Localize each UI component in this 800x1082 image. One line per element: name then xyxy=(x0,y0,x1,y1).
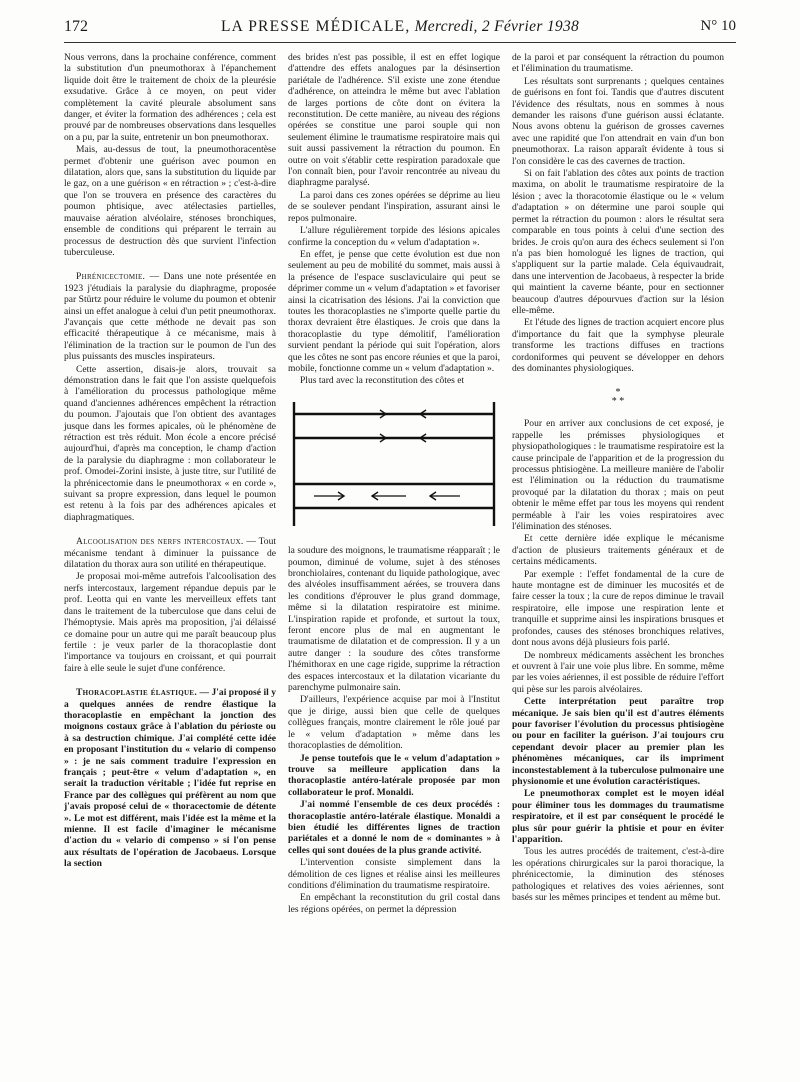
paragraph: Je pense toutefois que le « velum d'adaptation » trouve sa meilleure application dans la thoracoplastie antéro-latérale proposée par mon collaborateur le prof. Monaldi. xyxy=(288,752,500,798)
traction-diagram xyxy=(288,394,500,534)
run-in-heading: Alcoolisation des nerfs intercostaux. xyxy=(76,536,244,548)
issue-date: Mercredi, 2 Février 1938 xyxy=(414,18,580,35)
run-in-heading: Phrénicectomie. xyxy=(76,271,146,283)
paragraph-text: — Tout mécanisme tendant à diminuer la puissance de dilatation du thorax aura son utilité en thérapeutique. xyxy=(64,536,276,571)
paragraph xyxy=(64,687,276,870)
run-in-heading: Thoracoplastie élastique. xyxy=(76,687,198,699)
spacer xyxy=(64,524,276,536)
spacer xyxy=(64,259,276,271)
paragraph: Les résultats sont surprenants ; quelques centaines de guérisons en font foi. Tandis que d'autres discutent l'évidence des résultats, nous en sommes à nous demander les raisons d'une guérison aussi éclatante. Nous avons obtenu la guérison de grosses cavernes avec une rapidité que l'on attendrait en vain d'un bon pneumothorax. La raison apparaît évidente à tous si l'on considère le cas des cavernes de traction. xyxy=(512,75,724,167)
paragraph: Pour en arriver aux conclusions de cet exposé, je rappelle les prémisses physiologiques et physiopathologiques : le traumatisme respiratoire est la cause principale de l'apparition et de la progression du processus phtisiogène. La meilleure manière de l'abolir est l'élimination ou la réduction du traumatisme provoqué par la dilatation du thorax ; mais on peut obtenir le même effet par tous les moyens qui rendent perméable à l'air les voies respiratoires avec l'élimination des sténoses. xyxy=(512,418,724,533)
paragraph: Nous verrons, dans la prochaine conférence, comment la substitution d'un pneumothorax à l'épanchement liquide doit être le traitement de choix de la pleurésie exsudative. Grâce à ce moyen, on peut vider complètement la cavité pleurale absolument sans danger, et éviter la formation des adhérences ; cela est prouvé par de nombreuses observations dans lesquelles on a pu, par la suite, entretenir un bon pneumothorax. xyxy=(64,52,276,143)
paragraph: Mais, au-dessus de tout, la pneumothoracentèse permet d'obtenir une guérison avec poumon en dilatation, alors que, sans la substitution du liquide par le gaz, on a une guérison « en rétraction » ; c'est-à-dire que l'on se trouvera en présence des caractères du poumon phtisique, avec atélectasies partielles, mauvaise aération alvéolaire, sténoses bronchiques, ensemble de conditions qui préparent le terrain au processus de destruction dès que survient l'infection tuberculeuse. xyxy=(64,144,276,258)
paragraph: Plus tard avec la reconstitution des côtes et xyxy=(300,375,465,387)
paragraph: Cette assertion, disais-je alors, trouvait sa démonstration dans le fait que l'on assiste quelquefois à l'amélioration du processus pathologique même quand d'anciennes adhérences empêchent la rétraction du poumon. J'ajoutais que l'on obtient des avantages jusque dans les formes apicales, où le phénomène de rétraction est très réduit. Mon école a encore précisé aujourd'hui, d'après ma conception, le champ d'action de la paralysie du diaphragme : mon collaborateur le prof. Omodei-Zorini insiste, à juste titre, sur l'utilité de la phrénicectomie dans le pneumothorax « en corde », suivant sa propre expression, dans lequel le poumon est retenu à la fois par des adhérences apicales et diaphragmatiques. xyxy=(64,363,276,523)
paragraph xyxy=(64,536,276,570)
paragraph: Tous les autres procédés de traitement, c'est-à-dire les opérations chirurgicales sur la paroi thoracique, la phrénicectomie, la diminution des sténoses pathologiques et relatives des voies aériennes, sont basés sur les mêmes principes et tendent au même but. xyxy=(512,846,724,904)
paragraph: des brides n'est pas possible, il est en effet logique d'attendre des effets analogues par la désinsertion pariétale de l'adhérence. S'il existe une zone étendue d'adhérence, on atteindra le même but avec l'ablation de larges portions de côte dont on évitera la reconstitution. De cette manière, au niveau des régions opérées se constitue une paroi souple qui non seulement élimine le traumatisme respiratoire mais qui suit aussi passivement la rétraction du poumon. En outre on voit s'établir cette respiration paradoxale que l'on connaît bien, pour l'avoir rencontrée au niveau du diaphragme paralysé. xyxy=(288,52,500,189)
paragraph: Par exemple : l'effet fondamental de la cure de haute montagne est de diminuer les mucosités et de faire cesser la toux ; la cure de repos diminue le travail respiratoire, elle impose une respiration lente et tranquille et supprime ainsi les inspirations brusques et profondes, causes des sténoses bronchiques relatives, dont nous avons déjà plusieurs fois parlé. xyxy=(512,568,724,649)
paragraph: Et l'étude des lignes de traction acquiert encore plus d'importance du fait que la symphyse pleurale transforme les tractions diffuses en tractions cordoniformes qui peuvent se développer en dehors des dominantes physiologiques. xyxy=(512,317,724,374)
header-rule xyxy=(64,42,736,43)
paragraph: Si on fait l'ablation des côtes aux points de traction maxima, on abolit le traumatisme respiratoire de la lésion ; avec la thoracotomie élastique ou le « velum d'adaptation » on détermine une paroi souple qui permet la rétraction du poumon : alors le résultat sera comparable en tous points à celui d'une section des brides. Je crois qu'on aura des échecs seulement si l'on n'a pas bien homologué les lignes de traction, qui s'appliquent sur la partie malade. Cela équivaudrait, dans une intervention de Jacobaeus, à respecter la bride qui maintient la caverne béante, pour en sectionner beaucoup d'autres dépourvues d'action sur la lésion elle-même. xyxy=(512,168,724,316)
paragraph: La paroi dans ces zones opérées se déprime au lieu de se soulever pendant l'inspiration, assurant ainsi le repos pulmonaire. xyxy=(288,189,500,224)
page-number: 172 xyxy=(64,18,88,35)
issue-number: N° 10 xyxy=(700,18,736,34)
paragraph: L'allure régulièrement torpide des lésions apicales confirme la conception du « velum d'adaptation ». xyxy=(288,225,500,248)
paragraph: D'ailleurs, l'expérience acquise par moi à l'Institut que je dirige, aussi bien que celle de quelques collègues français, montre clairement le rôle joué par le « velum d'adaptation » même dans les thoracoplasties de démolition. xyxy=(288,694,500,752)
asterism-top: * xyxy=(615,387,621,399)
paragraph: Et cette dernière idée explique le mécanisme d'action de plusieurs traitements généraux et de certains médicaments. xyxy=(512,533,724,568)
paragraph: Je proposai moi-même autrefois l'alcoolisation des nerfs intercostaux, largement répandue depuis par le prof. Leotta qui en vante les merveilleux effets tant dans le traitement de la tuberculose que dans celui de l'hémoptysie. Mais après ma proposition, j'ai délaissé ce domaine pour un autre qui me paraît beaucoup plus fertile : je veux parler de la thoracoplastie dont l'importance va toujours en croissant, et qui pourrait faire à elle seule le sujet d'une conférence. xyxy=(64,571,276,674)
paragraph: la soudure des moignons, le traumatisme réapparaît ; le poumon, diminué de volume, sujet à des sténoses bronchiolaires, contenant du liquide pathologique, avec des alvéoles insuffisamment aérées, se trouvera dans les conditions d'éprouver le plus grand dommage, même si la dilatation respiratoire est minime. L'inspiration rapide et profonde, et surtout la toux, feront encore plus de mal en augmentant le traumatisme de dilatation et de compression. Il y a un autre danger : la soudure des côtes transforme l'hémithorax en une cage rigide, supprime la rétraction des espaces intercostaux et la dilatation vicariante du parenchyme pulmonaire sain. xyxy=(288,545,500,694)
section-separator xyxy=(512,388,724,406)
paragraph: L'intervention consiste simplement dans la démolition de ces lignes et réalise ainsi les meilleures conditions d'élimination du traumatisme respiratoire. xyxy=(288,857,500,891)
paragraph: Le pneumothorax complet est le moyen idéal pour éliminer tous les dommages du traumatisme respiratoire, et il est par conséquent le procédé le plus sûr pour guérir la phtisie et pour en éviter l'apparition. xyxy=(512,788,724,845)
spacer xyxy=(64,675,276,687)
paragraph: J'ai nommé l'ensemble de ces deux procédés : thoracoplastie antéro-latérale élastique. Monaldi a bien étudié les différentes lignes de traction pariétales et a donné le nom de « dominantes » à celles qui sont douées de la plus grande activité. xyxy=(288,799,500,856)
paragraph: En effet, je pense que cette évolution est due non seulement au peu de mobilité du sommet, mais aussi à la présence de l'espace susclaviculaire qui peut se déprimer comme un « velum d'adaptation » et favoriser ainsi la cicatrisation des lésions. J'ai la conviction que toutes les thoracoplasties ne s'importe quelle partie du thorax devraient être élastiques. Je crois que dans la thoracoplastie du type démolitif, l'amélioration survient pendant la période qui suit l'opération, alors que les côtes ne sont pas encore réunies et que la paroi, mobile, fonctionne comme un « velum d'adaptation ». xyxy=(288,248,500,374)
column-3 xyxy=(512,52,724,904)
column-1 xyxy=(64,52,276,871)
paragraph: Cette interprétation peut paraître trop mécanique. Je sais bien qu'il est d'autres éléments pour favoriser l'évolution du processus phtisiogène ou pour en faciliter la guérison. J'ai toujours cru cependant devoir placer au premier plan les phénomènes mécaniques, car ils impriment inconstestablement à la tuberculose pulmonaire une physionomie et une évolution caractéristiques. xyxy=(512,696,724,787)
paragraph-text: — Dans une note présentée en 1923 j'étudiais la paralysie du diaphragme, proposée par Stürtz pour réduire le volume du poumon et obtenir ainsi un effet analogue à celui d'un petit pneumothorax. J'avançais que cette méthode ne devait pas son efficacité thérapeutique à ce mécanisme, mais à l'élimination de la traction sur le poumon de l'un des plus puissants des muscles inspirateurs. xyxy=(64,271,276,363)
journal-title-line xyxy=(64,18,736,36)
paragraph: de la paroi et par conséquent la rétraction du poumon et l'élimination du traumatisme. xyxy=(512,52,724,75)
paragraph xyxy=(64,271,276,362)
paragraph-text: — J'ai proposé il y a quelques années de rendre élastique la thoracoplastie en empêchant la jonction des moignons costaux grâce à l'ablation du périoste ou à sa destruction chimique. J'ai complété cette idée en proposant l'institution du « velario di compenso » : je ne sais comment traduire l'expression en français ; peut-être « velum d'adaptation », en serait la traduction véritable ; l'idée fut reprise en France par des collègues qui préfèrent au nom que j'avais proposé celui de « thoracectomie de détente ». Le mot est différent, mais l'idée est la même et la mienne. Il est facile d'imaginer le mécanisme d'action du « velario di compenso » si l'on pense aux résultats de l'opération de Jacobaeus. Lorsque la section xyxy=(64,687,276,870)
column-2 xyxy=(288,52,500,916)
asterism-bottom: * * xyxy=(611,396,625,408)
paragraph: De nombreux médicaments assèchent les bronches et ouvrent à l'air une voie plus libre. En somme, même par les voies aériennes, il est possible de réduire l'effort qui pèse sur les parois alvéolaires. xyxy=(512,649,724,695)
paragraph: En empêchant la reconstitution du gril costal dans les régions opérées, on permet la dépression xyxy=(288,892,500,915)
page-header xyxy=(64,18,736,40)
journal-name: LA PRESSE MÉDICALE, xyxy=(220,18,411,35)
